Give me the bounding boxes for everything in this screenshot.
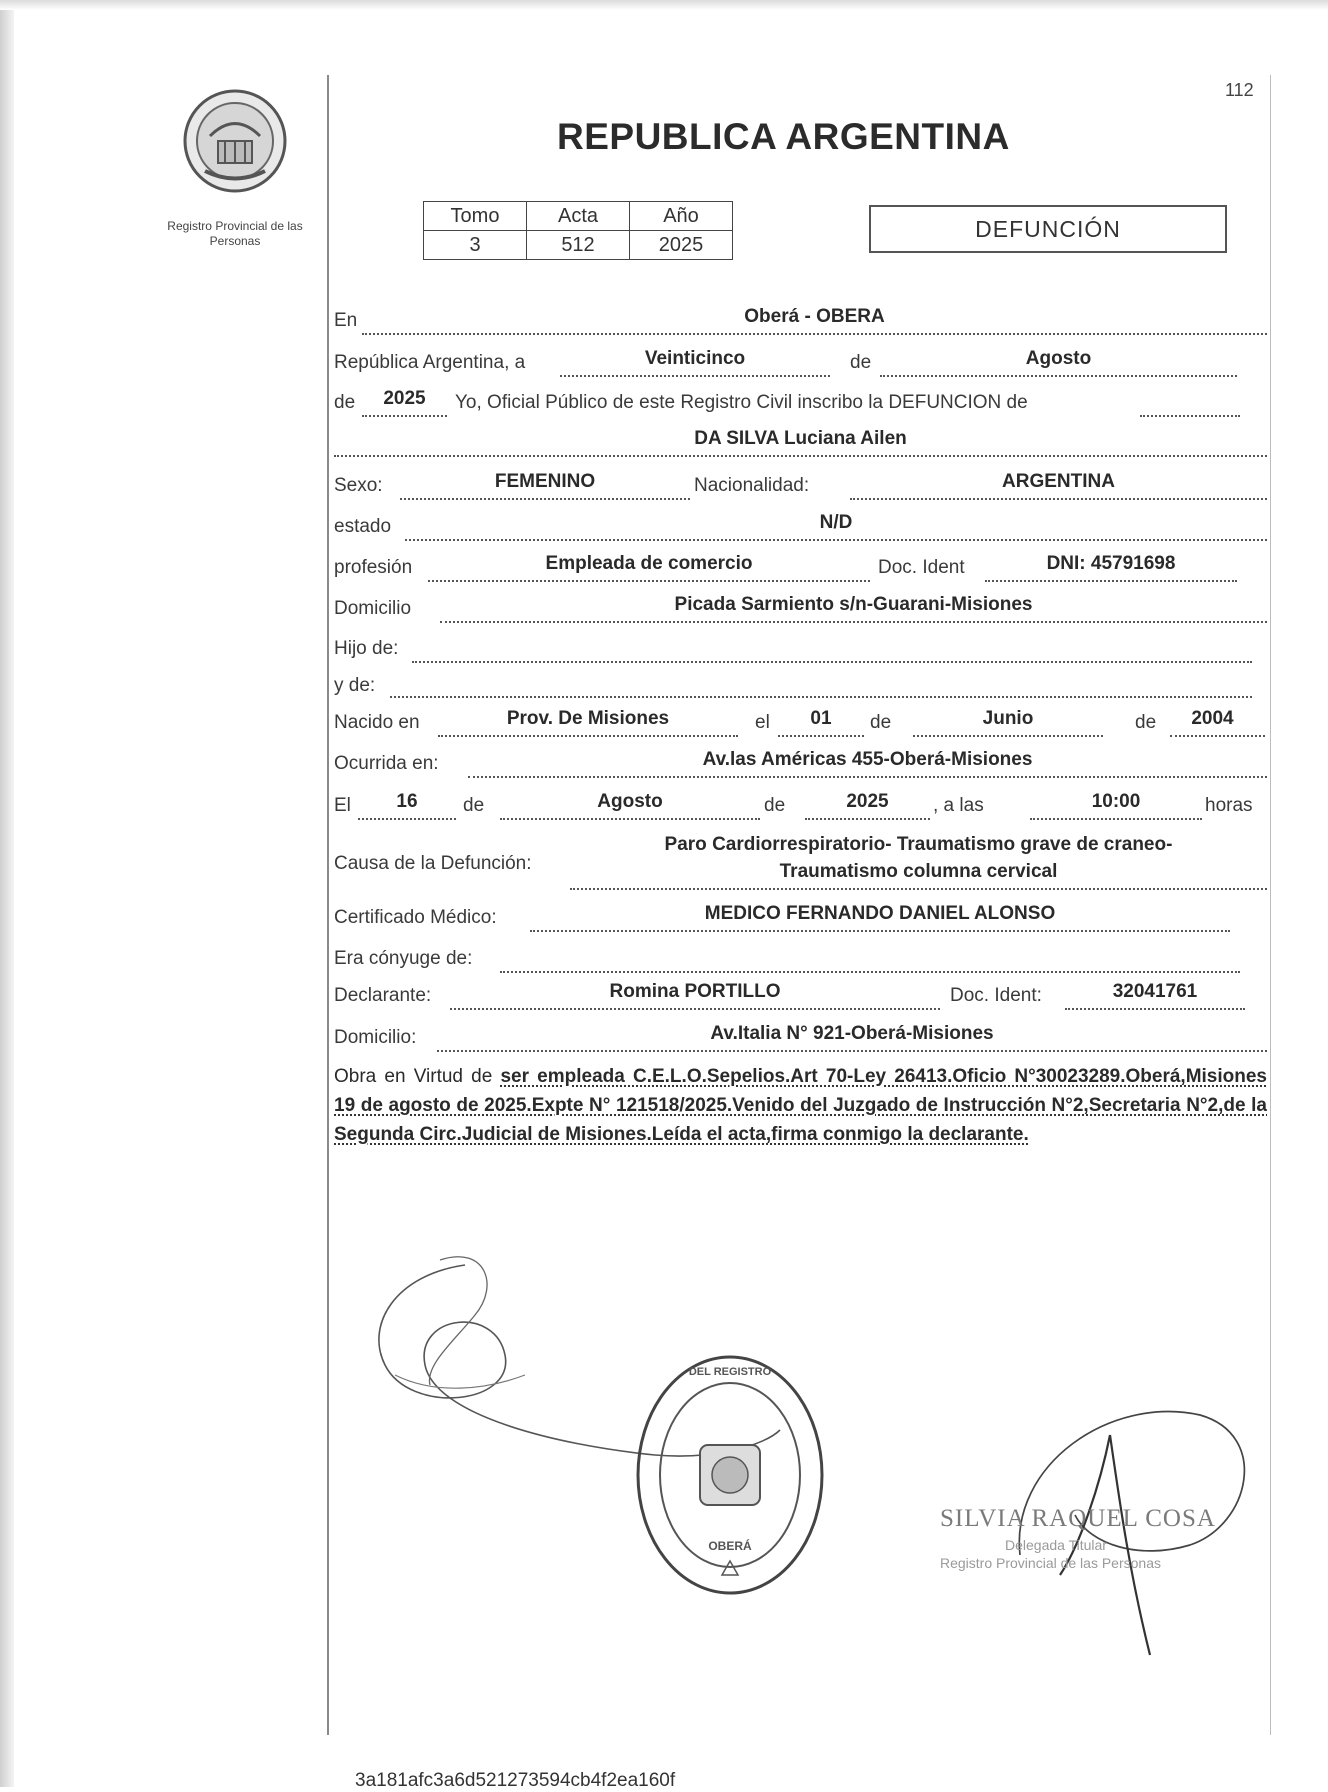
domicilio-label: Domicilio — [334, 598, 412, 619]
decl-dom-label: Domicilio: — [334, 1027, 417, 1048]
month-line — [880, 375, 1237, 377]
obra-text: ser empleada C.E.L.O.Sepelios.Art 70-Ley 26413.Oficio N°30023289.Oberá,Misiones 19 de agosto de 2025.Expte N° 121518/2025.Venido del Juzgado de Instrucción N°2,Secretaria N°2,de la Segunda Circ.Judicial de Misiones.Leída el acta,firma conmigo la declarante. — [334, 1066, 1268, 1145]
nacionalidad-value: ARGENTINA — [1002, 471, 1115, 492]
declarante-value: Romina PORTILLO — [609, 981, 781, 1002]
obra-paragraph — [334, 1062, 1267, 1149]
def-de2-label: de — [764, 795, 786, 816]
en-value: Oberá - OBERA — [744, 306, 885, 327]
declarante-label: Declarante: — [334, 985, 432, 1006]
scan-edge-shadow — [0, 0, 14, 1787]
nacido-line — [438, 735, 738, 737]
cert-label: Certificado Médico: — [334, 907, 497, 928]
month-value: Agosto — [1025, 348, 1092, 369]
nac-de-label: de — [870, 712, 892, 733]
decl-doc-line — [1065, 1008, 1245, 1010]
nac-anio: 2004 — [1191, 708, 1234, 729]
causa-line — [570, 888, 1267, 890]
yde-label: y de: — [334, 675, 376, 696]
left-margin-line — [327, 75, 329, 1735]
nac-anio-line — [1170, 735, 1265, 737]
anio-value: 2025 — [630, 231, 733, 260]
obra-prefix: Obra en Virtud de — [334, 1066, 493, 1087]
tomo-header: Tomo — [424, 202, 527, 231]
svg-text:OBERÁ: OBERÁ — [708, 1539, 752, 1553]
def-mes: Agosto — [597, 791, 663, 812]
republica-label: República Argentina, a — [334, 352, 526, 373]
document-hash: 3a181afc3a6d521273594cb4f2ea160f — [355, 1770, 676, 1791]
def-dia-line — [358, 818, 456, 820]
cert-value: MEDICO FERNANDO DANIEL ALONSO — [704, 903, 1056, 924]
profesion-line — [428, 580, 870, 582]
nacionalidad-line — [850, 498, 1267, 500]
right-margin-line — [1270, 75, 1271, 1735]
profesion-label: profesión — [334, 557, 413, 578]
horas-label: horas — [1205, 795, 1253, 816]
alas-label: , a las — [933, 795, 984, 816]
sexo-value: FEMENINO — [494, 471, 596, 492]
doc-value: DNI: 45791698 — [1046, 553, 1176, 574]
cert-line — [530, 930, 1230, 932]
decl-dom-value: Av.Italia N° 921-Oberá-Misiones — [710, 1023, 994, 1044]
hijo-line — [412, 661, 1252, 663]
year-line — [362, 415, 447, 417]
nac-de2-label: de — [1135, 712, 1157, 733]
declarante-line — [450, 1008, 940, 1010]
nacido-label: Nacido en — [334, 712, 420, 733]
doc-line — [985, 580, 1237, 582]
day-words: Veinticinco — [644, 348, 746, 369]
registrar-stamp — [940, 1505, 1240, 1571]
de2-label: de — [334, 392, 356, 413]
scan-top-shadow — [0, 0, 1328, 10]
record-type-box: DEFUNCIÓN — [869, 205, 1227, 253]
record-table — [423, 201, 733, 260]
official-stamp-icon — [630, 1345, 830, 1605]
domicilio-value: Picada Sarmiento s/n-Guarani-Misiones — [674, 594, 1033, 615]
conyuge-line — [500, 971, 1240, 973]
doc-label: Doc. Ident — [878, 557, 965, 578]
yo-line — [1140, 415, 1240, 417]
decl-doc-label: Doc. Ident: — [950, 985, 1042, 1006]
sexo-label: Sexo: — [334, 475, 383, 496]
conyuge-label: Era cónyuge de: — [334, 948, 473, 969]
domicilio-line — [440, 621, 1267, 623]
estado-label: estado — [334, 516, 392, 537]
hijo-label: Hijo de: — [334, 638, 399, 659]
hora-line — [1030, 818, 1202, 820]
def-dia: 16 — [396, 791, 418, 812]
nac-mes: Junio — [982, 708, 1034, 729]
sexo-line — [400, 498, 690, 500]
estado-line — [405, 539, 1267, 541]
el-label: el — [755, 712, 770, 733]
def-anio: 2025 — [846, 791, 889, 812]
day-line — [560, 375, 830, 377]
page-number: 112 — [1225, 80, 1254, 100]
nac-mes-line — [913, 735, 1103, 737]
yde-line — [390, 696, 1252, 698]
nacionalidad-label: Nacionalidad: — [694, 475, 810, 496]
def-de-label: de — [463, 795, 485, 816]
en-label: En — [334, 310, 358, 331]
registrar-role: Delegada Titular — [1005, 1537, 1107, 1553]
def-anio-line — [805, 818, 930, 820]
decl-doc-value: 32041761 — [1112, 981, 1198, 1002]
acta-value: 512 — [527, 231, 630, 260]
decl-dom-line — [437, 1050, 1267, 1052]
registrar-org: Registro Provincial de las Personas — [940, 1555, 1161, 1571]
misiones-seal-icon — [180, 86, 290, 196]
year-value: 2025 — [383, 388, 426, 409]
causa-line-2: Traumatismo columna cervical — [779, 861, 1058, 882]
name-line — [334, 455, 1267, 457]
yo-text: Yo, Oficial Público de este Registro Civil inscribo la DEFUNCION de — [455, 392, 1028, 413]
def-mes-line — [500, 818, 760, 820]
ocurrida-label: Ocurrida en: — [334, 753, 439, 774]
estado-value: N/D — [819, 512, 853, 533]
hora-value: 10:00 — [1091, 791, 1141, 812]
en-line — [362, 333, 1267, 335]
de-label: de — [850, 352, 872, 373]
tomo-value: 3 — [424, 231, 527, 260]
ocurrida-value: Av.las Américas 455-Oberá-Misiones — [702, 749, 1033, 770]
registrar-name: SILVIA RAQUEL COSA — [940, 1505, 1216, 1532]
causa-line-1: Paro Cardiorrespiratorio- Traumatismo grave de craneo- — [664, 834, 1173, 855]
acta-header: Acta — [527, 202, 630, 231]
page-title: REPUBLICA ARGENTINA — [557, 116, 1010, 157]
svg-text:DEL REGISTRO: DEL REGISTRO — [688, 1366, 772, 1378]
nacido-lugar: Prov. De Misiones — [506, 708, 670, 729]
anio-header: Año — [630, 202, 733, 231]
ocurrida-line — [468, 776, 1267, 778]
nac-dia-line — [778, 735, 864, 737]
el2-label: El — [334, 795, 351, 816]
deceased-name: DA SILVA Luciana Ailen — [694, 428, 907, 449]
causa-label: Causa de la Defunción: — [334, 853, 532, 874]
registry-label: Registro Provincial de las Personas — [167, 219, 303, 248]
nac-dia: 01 — [810, 708, 832, 729]
profesion-value: Empleada de comercio — [545, 553, 753, 574]
